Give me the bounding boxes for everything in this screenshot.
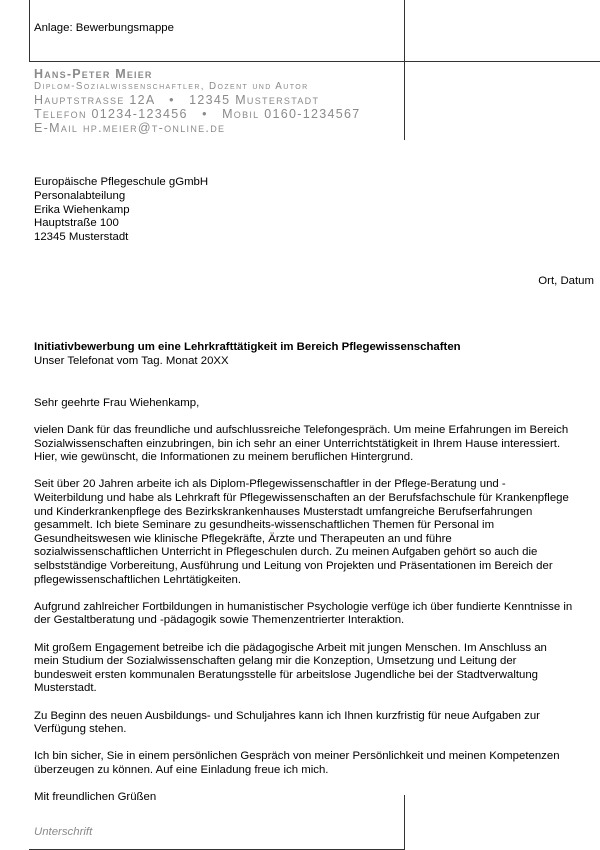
subject-reference: Unser Telefonat vom Tag. Monat 20XX bbox=[34, 354, 229, 367]
recipient-line: Erika Wiehenkamp bbox=[34, 203, 130, 216]
recipient-address bbox=[34, 176, 208, 245]
sender-name: Hans-Peter Meier bbox=[34, 67, 153, 81]
sender-address: Hauptstrasse 12A • 12345 Musterstadt bbox=[34, 92, 320, 107]
paragraph: Seit über 20 Jahren arbeite ich als Diplom-Pflegewissenschaftler in der Pflege-Beratung und -Weiterbildung und habe als Lehrkraft für Pflegewissenschaften an der Berufsfachschule für Krankenpflege und Kinderkrankenpflege des Bezirkskrankenhauses Musterstadt umfangreiche Berufserfahrungen gesammelt. Ich biete Seminare zu gesundheits-wissenschaftlichen Themen für Personal im Gesundheitswesen wie klinische Pflegekräfte, Ärzte und Therapeuten an und führe sozialwissenschaftlichen Unterricht in Pflegeschulen durch. Zu meinen Aufgaben gehört so auch die selbstständige Vorbereitung, Ausführung und Leitung von Projekten und Präsentationen im Bereich der pflegewissenschaftlichen Lehrtätigkeiten. bbox=[34, 478, 569, 586]
top-rule-vertical-right bbox=[404, 0, 405, 62]
sender-phone: Telefon 01234-123456 • Mobil 0160-1234567 bbox=[34, 107, 361, 122]
paragraph: Zu Beginn des neuen Ausbildungs- und Schuljahres kann ich Ihnen kurzfristig für neue Aufgaben zur Verfügung stehen. bbox=[34, 709, 540, 736]
enclosure-note: Anlage: Bewerbungsmappe bbox=[34, 22, 174, 34]
letter-body bbox=[34, 397, 574, 805]
recipient-line: Hauptstraße 100 bbox=[34, 217, 119, 230]
paragraph: Ich bin sicher, Sie in einem persönlichen Gespräch von meiner Persönlichkeit und meinen Kompetenzen überzeugen zu können. Auf eine Einladung freue ich mich. bbox=[34, 750, 560, 776]
sender-title: Diplom-Sozialwissenschaftler, Dozent und Autor bbox=[34, 81, 309, 92]
recipient-line: 12345 Musterstadt bbox=[34, 231, 129, 244]
sender-email: E-Mail hp.meier@t-online.de bbox=[34, 121, 226, 136]
paragraph: vielen Dank für das freundliche und aufschlussreiche Telefongespräch. Um meine Erfahrungen im Bereich Sozialwissenschaften einzubringen, bin ich sehr an einer Unterrichtstätigkeit in Ihrem Hause interessiert. Hier, wie gewünscht, die Informationen zu meinem beruflichen Hintergrund. bbox=[34, 424, 569, 464]
sender-block bbox=[34, 67, 361, 136]
salutation: Sehr geehrte Frau Wiehenkamp, bbox=[34, 397, 200, 409]
subject-block bbox=[34, 341, 461, 368]
place-date: Ort, Datum bbox=[538, 275, 594, 287]
top-rule-horizontal bbox=[29, 61, 600, 62]
signature-placeholder: Unterschrift bbox=[34, 826, 93, 838]
subject-line: Initiativbewerbung um eine Lehrkrafttätigkeit im Bereich Pflegewissenschaften bbox=[34, 341, 461, 353]
top-rule-vertical-left bbox=[29, 0, 30, 62]
recipient-line: Europäische Pflegeschule gGmbH bbox=[34, 176, 209, 188]
paragraph: Aufgrund zahlreicher Fortbildungen in humanistischer Psychologie verfüge ich über fundierte Kenntnisse in der Gestaltberatung und -pädagogik sowie Themenzentrierter Interaktion. bbox=[34, 600, 573, 627]
recipient-line: Personalabteilung bbox=[34, 189, 126, 202]
sender-rule-vertical-right bbox=[404, 62, 405, 140]
closing: Mit freundlichen Grüßen bbox=[34, 791, 157, 804]
paragraph: Mit großem Engagement betreibe ich die pädagogische Arbeit mit jungen Menschen. Im Anschluss an mein Studium der Sozialwissenschaften gelang mir die Konzeption, Umsetzung und Leitung der bundesweit ersten kommunalen Beratungsstelle für arbeitslose Jugendliche bei der Stadtverwaltung Musterstadt. bbox=[34, 641, 547, 695]
